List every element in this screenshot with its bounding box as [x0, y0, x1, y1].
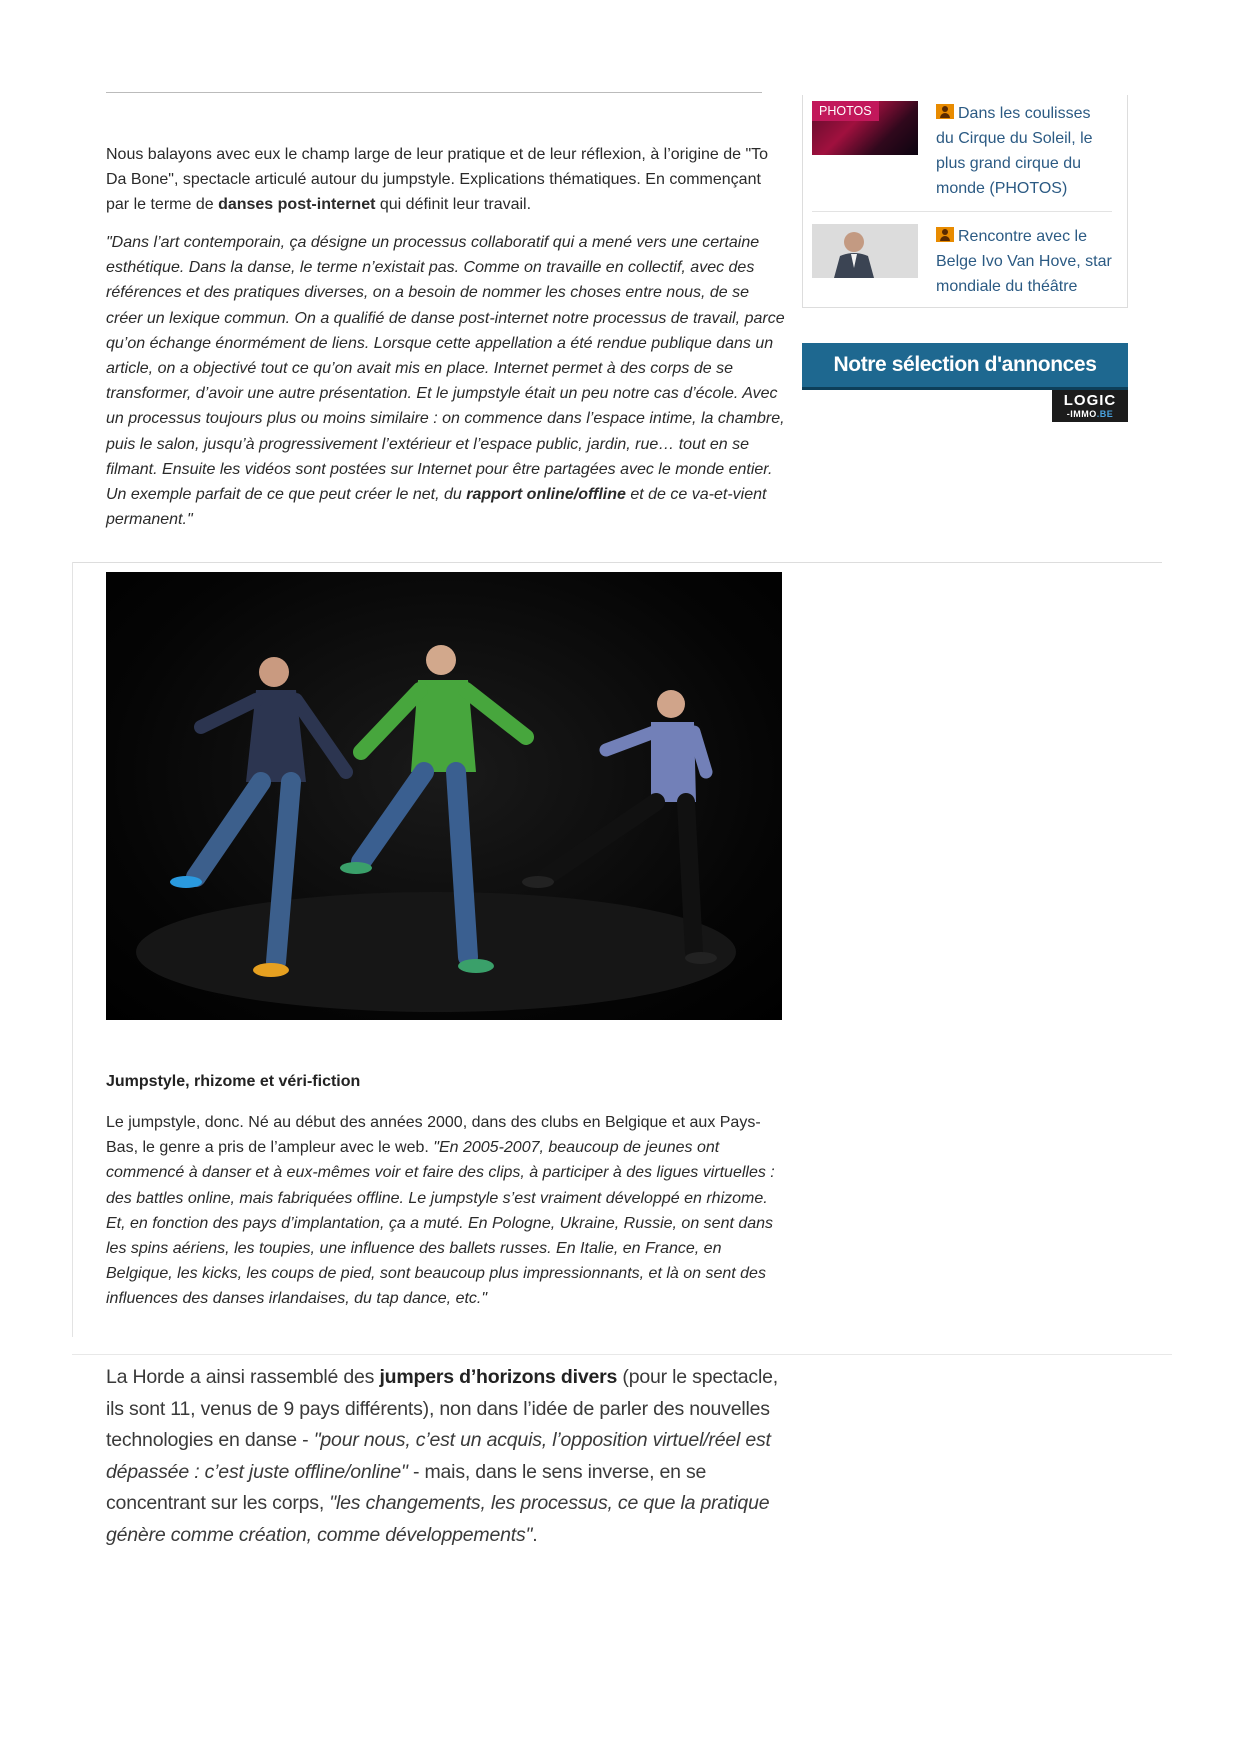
person-icon	[936, 227, 954, 242]
logo-line-1: LOGIC	[1063, 392, 1117, 409]
related-separator	[812, 211, 1112, 212]
section-divider-2	[72, 1354, 1172, 1355]
dancers-photo[interactable]	[106, 572, 782, 1020]
intro-paragraph: Nous balayons avec eux le champ large de leur pratique et de leur réflexion, à l’origine de "To Da Bone", spectacle articulé autour du jumpstyle. Explications thématiques. En commençant par le terme de danses post-internet qui définit leur travail.	[106, 146, 769, 213]
jumpstyle-paragraph: Le jumpstyle, donc. Né au début des années 2000, dans des clubs en Belgique et aux Pays-Bas, le genre a pris de l’ampleur avec le web. "En 2005-2007, beaucoup de jeunes ont commencé à danser et à eux-mêmes voir et faire des clips, à participer à des ligues virtuelles : des battles online, mais fabriquées offline. Le jumpstyle s’est vraiment développé en rhizome. Et, en fonction des pays d’implantation, ça a muté. En Pologne, Ukraine, Russie, on sent dans les spins aériens, les toupies, une influence des ballets russes. En Italie, en France, en Belgique, les kicks, les coups de pied, sont beaucoup plus impressionnants, et là on sent des influences des danses irlandaises, du tap dance, etc."	[106, 1114, 775, 1308]
logic-immo-logo[interactable]	[1052, 390, 1128, 422]
ads-selection-header[interactable]: Notre sélection d'annonces	[802, 343, 1128, 390]
section-subheading: Jumpstyle, rhizome et véri-fiction	[106, 1073, 361, 1090]
logo-line-2: -IMMO.BE	[1066, 409, 1114, 419]
portrait-image	[812, 224, 918, 278]
quote-paragraph: "Dans l’art contemporain, ça désigne un processus collaboratif qui a mené vers une certaine esthétique. Dans la danse, le terme n’existait pas. Comme on travaille en collectif, avec des références et des pratiques diverses, on a besoin de nommer les choses entre nous, de se créer un lexique commun. On a qualifié de danse post-internet notre processus de travail, parce qu’on échange énormément de liens. Lorsque cette appellation a été rendue publique dans un article, on a objectivé tout ce qu’on avait mis en place. Internet permet à des corps de se transformer, d’avoir une autre présentation. Et le jumpstyle était un peu notre cas d’école. Avec un processus toujours plus ou moins similaire : on commence dans l’espace intime, la chambre, puis le salon, jusqu’à progressivement l’extérieur et l’espace public, jardin, rue… tout en se filmant. Ensuite les vidéos sont postées sur Internet pour être partagées avec le monde entier. Un exemple parfait de ce que peut créer le net, du rapport online/offline et de ce va-et-vient permanent."	[106, 234, 785, 529]
vanhove-thumbnail[interactable]	[812, 224, 918, 278]
top-divider	[106, 92, 762, 93]
person-icon	[936, 104, 954, 119]
cirque-thumbnail[interactable]	[812, 101, 918, 155]
related-article-link[interactable]: Dans les coulisses du Cirque du Soleil, le plus grand cirque du monde (PHOTOS)	[936, 105, 1093, 197]
dancers-illustration	[106, 572, 782, 1020]
section-divider	[72, 562, 1162, 563]
horde-paragraph: La Horde a ainsi rassemblé des jumpers d’horizons divers (pour le spectacle, ils sont 11, venus de 9 pays différents), non dans l’idée de parler des nouvelles technologies en danse - "pour nous, c’est un acquis, l’opposition virtuel/réel est dépassée : c’est juste offline/online" - mais, dans le sens inverse, en se concentrant sur les corps, "les changements, les processus, ce que la pratique génère comme création, comme développements".	[106, 1366, 778, 1546]
related-article-vanhove[interactable]	[812, 224, 1112, 304]
photos-badge: PHOTOS	[812, 101, 879, 121]
section-border	[72, 562, 73, 1337]
related-article-cirque[interactable]	[812, 101, 1112, 201]
related-article-link[interactable]: Rencontre avec le Belge Ivo Van Hove, star mondiale du théâtre	[936, 228, 1112, 295]
